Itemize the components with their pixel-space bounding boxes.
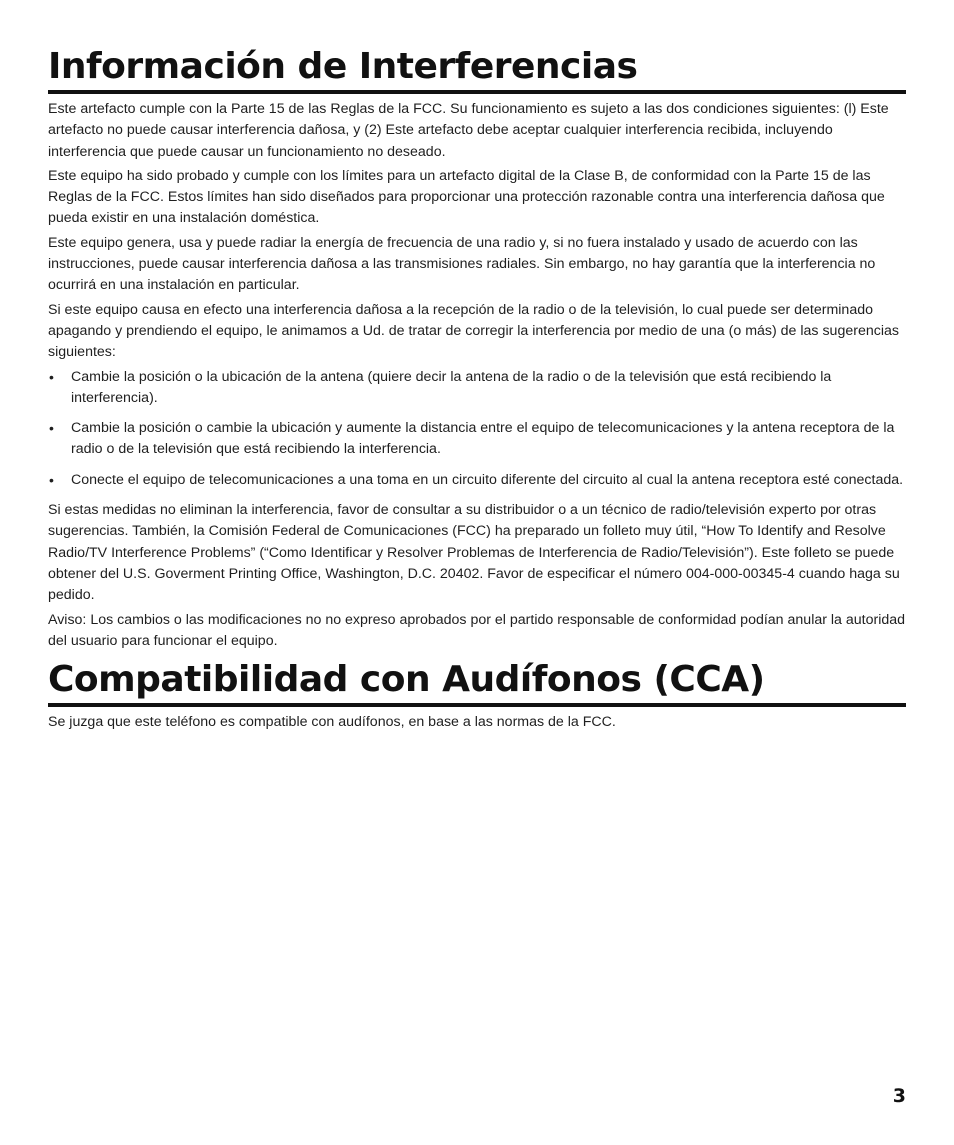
- hearing-aid-heading: Compatibilidad con Audífonos (CCA): [48, 657, 906, 707]
- list-item: [48, 418, 906, 461]
- suggestions-list: [48, 367, 906, 491]
- paragraph: Si estas medidas no eliminan la interferencia, favor de consultar a su distribuidor o a un técnico de radio/televisión experto por otras sugerencias. También, la Comisión Federal de Comunicaciones (FCC) ha preparado un folleto muy útil, “How To Identify and Resolve Radio/TV Interference Problems” (“Como Identificar y Resolver Problemas de Interferencia de Radio/Televisión”). Este folleto se puede obtener del U.S. Goverment Printing Office, Washington, D.C. 20402. Favor de especificar el número 004-000-00345-4 cuando haga su pedido.: [48, 502, 900, 604]
- document-page: [48, 44, 906, 736]
- hearing-aid-section: [48, 657, 906, 733]
- list-item-text: Conecte el equipo de telecomunicaciones a una toma en un circuito diferente del circuito al cual la antena receptora esté conectada.: [71, 471, 904, 488]
- interference-section: [48, 44, 906, 652]
- page-number: 3: [892, 1085, 906, 1107]
- list-item: [48, 470, 906, 491]
- bullet-icon: •: [49, 368, 54, 385]
- bullet-icon: •: [49, 420, 54, 437]
- hearing-aid-body: [48, 712, 906, 733]
- paragraph: Se juzga que este teléfono es compatible con audífonos, en base a las normas de la FCC.: [48, 714, 616, 731]
- interference-body: [48, 99, 906, 652]
- list-item-text: Cambie la posición o cambie la ubicación y aumente la distancia entre el equipo de telecomunicaciones y la antena receptora de la radio o de la televisión que está recibiendo la interferencia.: [71, 420, 895, 458]
- paragraph: Este equipo genera, usa y puede radiar la energía de frecuencia de una radio y, si no fuera instalado y usado de acuerdo con las instrucciones, puede causar interferencia dañosa a las transmisiones radiales. Sin embargo, no hay garantía que la interferencia no ocurrirá en una instalación en particular.: [48, 234, 876, 294]
- paragraph: Si este equipo causa en efecto una interferencia dañosa a la recepción de la radio o de la televisión, lo cual puede ser determinado apagando y prendiendo el equipo, le animamos a Ud. de tratar de corregir la interferencia por medio de una (o más) de las sugerencias siguientes:: [48, 301, 899, 361]
- interference-heading: Información de Interferencias: [48, 44, 906, 94]
- paragraph: Aviso: Los cambios o las modificaciones no no expreso aprobados por el partido responsable de conformidad podían anular la autoridad del usuario para funcionar el equipo.: [48, 611, 906, 649]
- bullet-icon: •: [49, 471, 54, 488]
- list-item-text: Cambie la posición o la ubicación de la antena (quiere decir la antena de la radio o de la televisión que está recibiendo la interferencia).: [71, 368, 832, 406]
- list-item: [48, 367, 906, 410]
- paragraph: Este equipo ha sido probado y cumple con los límites para un artefacto digital de la Clase B, de conformidad con la Parte 15 de las Reglas de la FCC. Estos límites han sido diseñados para proporcionar una protección razonable contra una interferencia dañosa que pueda existir en una instalación doméstica.: [48, 167, 885, 227]
- paragraph: Este artefacto cumple con la Parte 15 de las Reglas de la FCC. Su funcionamiento es sujeto a las dos condiciones siguientes: (l) Este artefacto no puede causar interferencia dañosa, y (2) Este artefacto debe aceptar cualquier interferencia recibida, incluyendo interferencia que puede causar un funcionamiento no deseado.: [48, 101, 889, 160]
